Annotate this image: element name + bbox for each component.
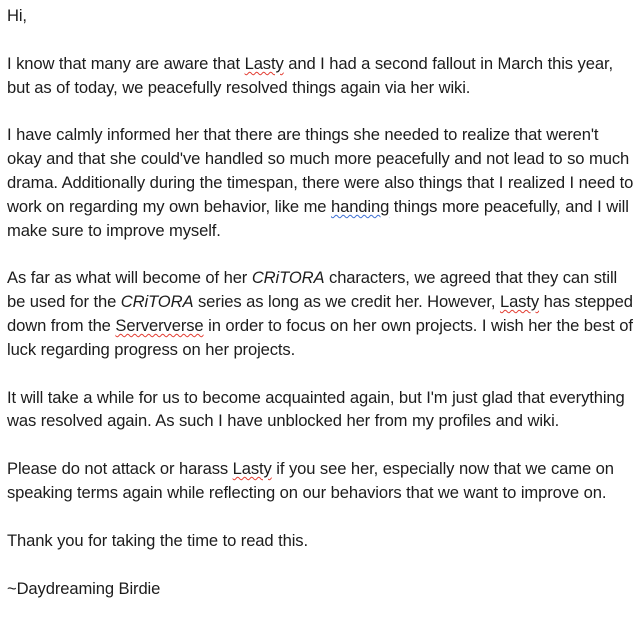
grammarcheck-underlined-word: handing	[330, 196, 390, 216]
paragraph-greeting: Hi,	[7, 6, 27, 25]
spellcheck-underlined-word: Lasty	[244, 53, 284, 73]
paragraph-paragraph-5: Please do not attack or harass Lasty if you see her, especially now that we came on speaking terms again while reflecting on our behaviors that we want to improve on.	[7, 459, 614, 502]
paragraph-paragraph-2: I have calmly informed her that there are things she needed to realize that weren't okay and that she could've handled so much more peacefully and not lead to so much drama. Additionally during the timespan, there were also things that I realized I need to work on regarding my own behavior, like me handing things more peacefully, and I will make sure to improve myself.	[7, 125, 634, 240]
italic-term: CRiTORA	[120, 292, 194, 312]
paragraph-paragraph-1: I know that many are aware that Lasty and I had a second fallout in March this year, but as of today, we peacefully resolved things again via her wiki.	[7, 53, 613, 97]
spellcheck-underlined-word: Lasty	[232, 459, 272, 479]
paragraph-closing: Thank you for taking the time to read this.	[7, 530, 308, 550]
spellcheck-underlined-word: Serververse	[115, 315, 204, 335]
spellcheck-underlined-word: Lasty	[499, 292, 540, 312]
paragraph-paragraph-4: It will take a while for us to become acquainted again, but I'm just glad that everything was resolved again. As such I have unblocked her from my profiles and wiki.	[7, 387, 625, 431]
italic-term: CRiTORA	[251, 268, 325, 288]
paragraph-signature: ~Daydreaming Birdie	[7, 578, 161, 598]
paragraph-paragraph-3: As far as what will become of her CRiTORA characters, we agreed that they can still be used for the CRiTORA series as long as we credit her. However, Lasty has stepped down from the Serververse in order to focus on her own projects. I wish her the best of luck regarding progress on her projects.	[7, 268, 633, 359]
